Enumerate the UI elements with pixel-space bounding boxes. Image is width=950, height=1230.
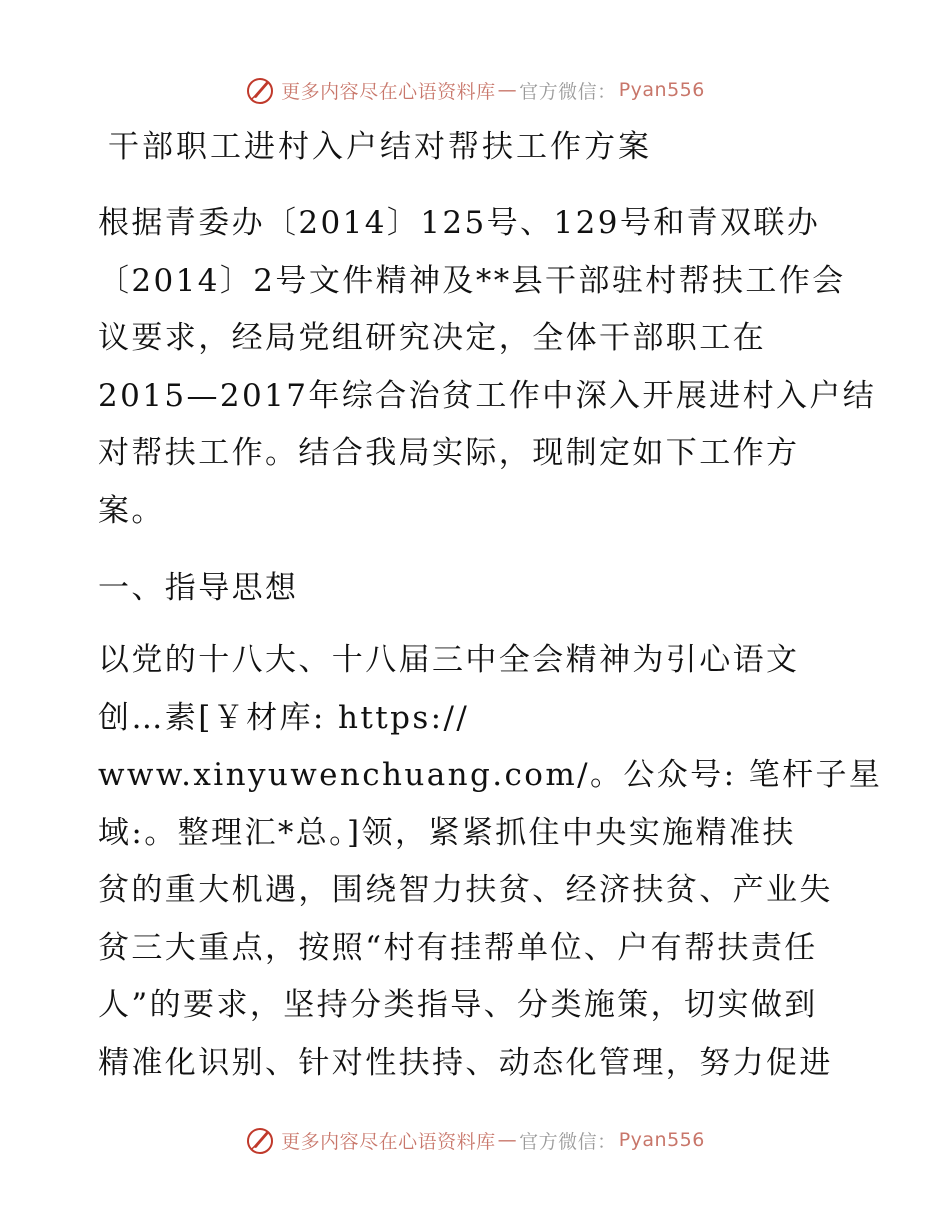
paragraph-line: 精准化识别、针对性扶持、动态化管理，努力促进 [98, 1044, 833, 1081]
paragraph-line: 人”的要求，坚持分类指导、分类施策，切实做到 [98, 987, 818, 1023]
paragraph-line: 〔2014〕2号文件精神及**县干部驻村帮扶工作会 [98, 262, 846, 299]
paragraph-line: 案。 [98, 492, 165, 529]
paragraph-line: 议要求，经局党组研究决定，全体干部职工在 [98, 320, 766, 356]
paragraph-line: 贫三大重点，按照“村有挂帮单位、户有帮扶责任 [98, 929, 818, 966]
paragraph-line: 以党的十八大、十八届三中全会精神为引心语文 [98, 642, 800, 678]
footer-watermark-banner [0, 1120, 950, 1160]
banner-dash: — [497, 1129, 518, 1151]
paragraph-line: 对帮扶工作。结合我局实际，现制定如下工作方 [98, 435, 800, 471]
document-title: 干部职工进村入户结对帮扶工作方案 [108, 129, 652, 165]
banner-text: 更多内容尽在心语资料库 [281, 80, 496, 103]
banner-wechat-id: Pyan556 [618, 1129, 705, 1151]
paragraph-1 [98, 195, 877, 540]
paragraph-2 [98, 632, 883, 1092]
quill-pen-logo-icon [245, 1125, 275, 1155]
header-watermark-banner [0, 70, 950, 110]
banner-dash: — [497, 79, 518, 101]
banner-wechat-label: 官方微信： [519, 1130, 617, 1153]
paragraph-line: 2015—2017年综合治贫工作中深入开展进村入户结 [98, 377, 877, 414]
quill-pen-logo-icon [245, 75, 275, 105]
section-heading-text: 一、指导思想 [98, 570, 299, 606]
paragraph-line: 创…素[￥材库: https:// [98, 699, 470, 736]
banner-wechat-label: 官方微信： [519, 80, 617, 103]
banner-wechat-id: Pyan556 [618, 79, 705, 101]
section-heading-1 [98, 560, 868, 618]
banner-text: 更多内容尽在心语资料库 [281, 1130, 496, 1153]
paragraph-line: 贫的重大机遇，围绕智力扶贫、经济扶贫、产业失 [98, 872, 833, 908]
paragraph-line: www.xinyuwenchuang.com/。公众号: 笔杆子星 [98, 757, 883, 793]
paragraph-line: 域:。整理汇*总。]领，紧紧抓住中央实施精准扶 [98, 814, 796, 851]
paragraph-line: 根据青委办〔2014〕125号、129号和青双联办 [98, 205, 821, 241]
